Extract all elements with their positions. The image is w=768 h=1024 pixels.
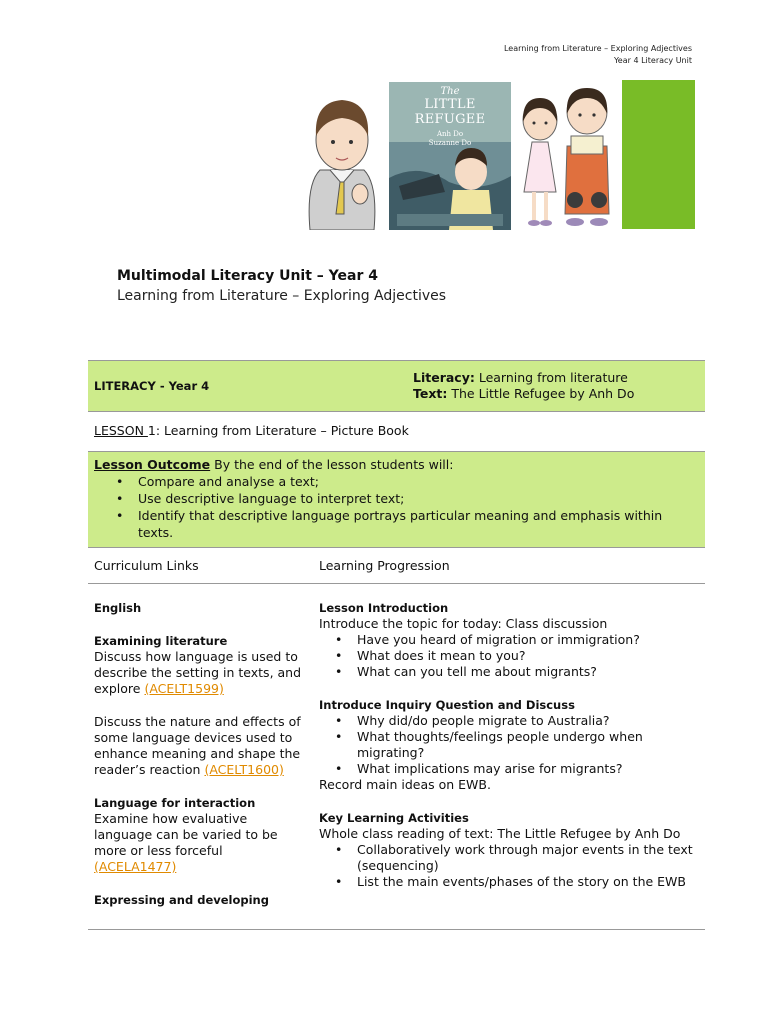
- book-cover-author-1: Anh Do: [436, 130, 464, 138]
- outcome-list: [94, 473, 694, 541]
- running-header: [504, 43, 692, 67]
- outcome-item: • Use descriptive language to interpret text;: [94, 490, 694, 507]
- examining-literature-text: Discuss how language is used to describe the setting in texts, and explore (ACELT1599): [94, 649, 302, 696]
- lesson-introduction-heading: Lesson Introduction: [319, 601, 449, 615]
- lesson-word: LESSON: [94, 423, 148, 438]
- book-cover-title-main: LITTLE REFUGEE: [414, 97, 486, 127]
- lesson-title: 1: Learning from Literature – Picture Book: [147, 423, 409, 438]
- lesson-plan-table: [88, 360, 705, 930]
- text-value: The Little Refugee by Anh Do: [447, 386, 635, 401]
- inquiry-question: • What thoughts/feelings people undergo when migrating?: [319, 729, 699, 761]
- literacy-value: Learning from literature: [474, 370, 628, 385]
- literacy-details: [413, 370, 634, 402]
- key-activities: [319, 842, 699, 890]
- inquiry-question-heading: Introduce Inquiry Question and Discuss: [319, 698, 575, 712]
- lesson-outcome-row: [88, 452, 705, 548]
- introduction-question: • What does it mean to you?: [319, 648, 699, 664]
- outcome-item: • Compare and analyse a text;: [94, 473, 694, 490]
- introduction-questions: [319, 632, 699, 680]
- english-heading: English: [94, 601, 142, 615]
- key-activity: • List the main events/phases of the story on the EWB: [319, 874, 699, 890]
- lesson-outcome: [94, 456, 694, 541]
- record-ideas-text: Record main ideas on EWB.: [319, 777, 491, 792]
- outcome-item: • Identify that descriptive language portrays particular meaning and emphasis within texts.: [94, 507, 694, 541]
- curriculum-links-header: Curriculum Links: [94, 558, 199, 573]
- content-row: [88, 584, 705, 930]
- girl-in-dress-illustration: [518, 96, 562, 230]
- key-learning-activities-heading: Key Learning Activities: [319, 811, 469, 825]
- boy-with-tie-illustration: [300, 84, 384, 230]
- book-cover-title: [389, 86, 511, 148]
- inquiry-questions: [319, 713, 699, 777]
- curriculum-links-column: [94, 600, 308, 908]
- lesson-row: [88, 412, 705, 452]
- acela1477-link[interactable]: (ACELA1477): [94, 859, 177, 874]
- illustration-banner: [298, 78, 698, 230]
- inquiry-question: • Why did/do people migrate to Australia?: [319, 713, 699, 729]
- green-accent-bar: [622, 80, 695, 229]
- boy-in-overalls-illustration: [557, 84, 617, 230]
- literacy-row: [88, 360, 705, 412]
- lesson-outcome-intro: By the end of the lesson students will:: [210, 457, 454, 472]
- introduction-question: • Have you heard of migration or immigration?: [319, 632, 699, 648]
- language-for-interaction-text: Examine how evaluative language can be varied to be more or less forceful (ACELA1477): [94, 811, 278, 874]
- little-refugee-book-cover: [389, 82, 511, 230]
- unit-title: Multimodal Literacy Unit – Year 4: [117, 268, 378, 284]
- lesson-introduction-text: Introduce the topic for today: Class discussion: [319, 616, 608, 631]
- examining-literature-heading: Examining literature: [94, 634, 228, 648]
- learning-progression-header: Learning Progression: [319, 558, 450, 573]
- acelt1600-link[interactable]: (ACELT1600): [204, 762, 284, 777]
- column-header-row: [88, 548, 705, 584]
- key-learning-activities-text: Whole class reading of text: The Little Refugee by Anh Do: [319, 826, 681, 841]
- language-for-interaction-heading: Language for interaction: [94, 796, 256, 810]
- lesson-heading: [94, 423, 409, 438]
- language-devices-text: Discuss the nature and effects of some language devices used to enhance meaning and shape the reader’s reaction (ACELT1600): [94, 714, 301, 777]
- literacy-year-label: LITERACY - Year 4: [94, 379, 210, 393]
- learning-progression-column: [319, 600, 699, 890]
- acelt1599-link[interactable]: (ACELT1599): [144, 681, 224, 696]
- lesson-outcome-label: Lesson Outcome: [94, 457, 211, 472]
- inquiry-question: • What implications may arise for migrants?: [319, 761, 699, 777]
- key-activity: • Collaboratively work through major events in the text (sequencing): [319, 842, 699, 874]
- unit-subtitle: Learning from Literature – Exploring Adjectives: [117, 288, 447, 304]
- introduction-question: • What can you tell me about migrants?: [319, 664, 699, 680]
- book-cover-author-2: Suzanne Do: [428, 139, 472, 147]
- text-label: Text:: [413, 386, 448, 401]
- literacy-label: Literacy:: [413, 370, 475, 385]
- running-header-line-2: Year 4 Literacy Unit: [613, 56, 692, 65]
- expressing-developing-heading: Expressing and developing: [94, 893, 269, 907]
- book-cover-title-the: The: [440, 86, 460, 97]
- running-header-line-1: Learning from Literature – Exploring Adjectives: [503, 44, 692, 53]
- unit-title-block: [117, 266, 446, 306]
